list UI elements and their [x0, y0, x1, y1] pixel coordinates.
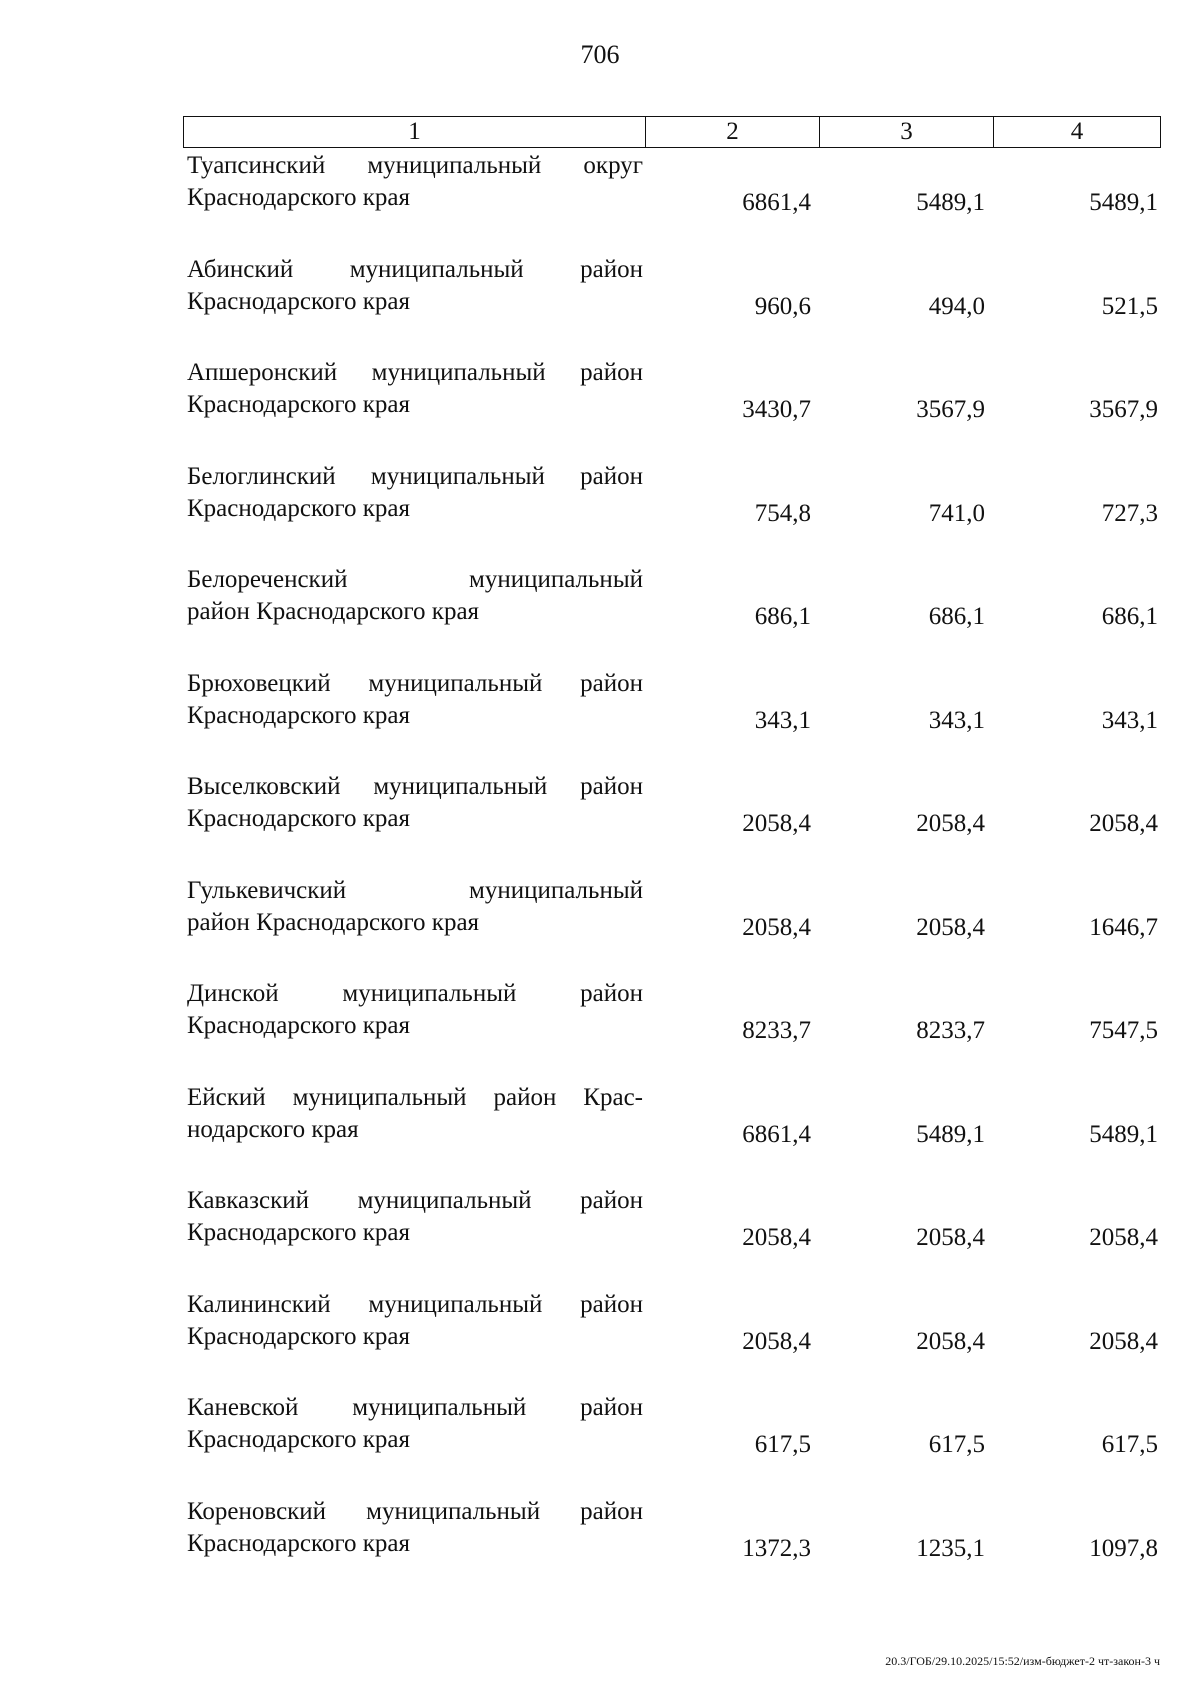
municipality-name-line2: Краснодарского края [187, 1529, 410, 1557]
value-col-2: 754,8 [754, 499, 811, 527]
value-col-2: 617,5 [754, 1431, 811, 1458]
table-row [183, 254, 1161, 358]
value-col-4: 1646,7 [1089, 913, 1158, 941]
municipality-name [187, 357, 643, 421]
municipality-name-line2: район Краснодарского края [187, 598, 480, 625]
value-col-4: 5489,1 [1089, 189, 1158, 216]
table-row [183, 1496, 1161, 1600]
municipality-name-line2: район Краснодарского края [187, 908, 480, 936]
table-row [183, 978, 1161, 1082]
municipality-name-line1: Калининский муниципальный район [187, 1290, 643, 1318]
municipality-name [187, 1496, 643, 1560]
municipality-name-line1: Гулькевичский муниципальный [187, 876, 643, 904]
value-col-2: 6861,4 [742, 1120, 811, 1148]
value-col-3: 5489,1 [916, 189, 985, 216]
municipality-name [187, 150, 643, 214]
municipality-name-line2: Краснодарского края [187, 1219, 410, 1246]
value-col-2: 686,1 [754, 603, 811, 630]
value-col-2: 8233,7 [742, 1017, 811, 1044]
table-row [183, 1392, 1161, 1496]
value-col-2: 2058,4 [742, 1327, 811, 1355]
municipality-name-line1: Белоглинский муниципальный район [187, 462, 643, 490]
value-col-3: 2058,4 [916, 1224, 985, 1251]
table-body [183, 150, 1161, 1599]
value-col-3: 8233,7 [916, 1017, 985, 1044]
municipality-name-line1: Белореченский муниципальный [187, 566, 643, 593]
value-col-3: 5489,1 [916, 1120, 985, 1148]
municipality-name-line1: Апшеронский муниципальный район [187, 359, 643, 386]
municipality-name-line2: Краснодарского края [187, 701, 410, 729]
municipality-name [187, 461, 643, 525]
value-col-3: 2058,4 [916, 913, 985, 941]
municipality-name-line2: Краснодарского края [187, 1322, 410, 1350]
value-col-4: 343,1 [1101, 706, 1158, 734]
municipality-name-line1: Брюховецкий муниципальный район [187, 669, 643, 697]
value-col-3: 2058,4 [916, 810, 985, 837]
value-col-3: 1235,1 [916, 1534, 985, 1562]
document-footer-code: 20.3/ГОБ/29.10.2025/15:52/изм-бюджет-2 чт-закон-3 ч [885, 1654, 1160, 1668]
value-col-2: 1372,3 [742, 1534, 811, 1562]
municipality-name [187, 1392, 643, 1456]
municipality-name-line1: Кореновский муниципальный район [187, 1497, 643, 1525]
value-col-2: 6861,4 [742, 189, 811, 216]
municipality-name-line2: Краснодарского края [187, 494, 410, 522]
municipality-name-line2: Краснодарского края [187, 1012, 410, 1039]
value-col-3: 494,0 [928, 292, 985, 320]
value-col-3: 741,0 [928, 499, 985, 527]
header-cell-3: 3 [819, 117, 993, 147]
value-col-4: 2058,4 [1089, 810, 1158, 837]
municipality-name [187, 1289, 643, 1353]
value-col-4: 3567,9 [1089, 396, 1158, 423]
table-row [183, 771, 1161, 875]
value-col-2: 3430,7 [742, 396, 811, 423]
value-col-2: 2058,4 [742, 913, 811, 941]
municipality-name [187, 875, 643, 939]
municipality-name [187, 1082, 643, 1146]
municipality-name-line1: Динской муниципальный район [187, 980, 643, 1007]
value-col-3: 343,1 [928, 706, 985, 734]
value-col-2: 343,1 [754, 706, 811, 734]
municipality-name-line1: Ейский муниципальный район Крас- [187, 1083, 643, 1111]
municipality-name [187, 254, 643, 318]
page-number: 706 [580, 40, 620, 69]
value-col-3: 3567,9 [916, 396, 985, 423]
municipality-name-line1: Абинский муниципальный район [187, 255, 643, 283]
value-col-4: 617,5 [1101, 1431, 1158, 1458]
value-col-4: 2058,4 [1089, 1224, 1158, 1251]
table-row [183, 1289, 1161, 1393]
municipality-name [187, 1185, 643, 1249]
header-cell-2: 2 [645, 117, 819, 147]
header-cell-1: 1 [408, 118, 421, 145]
municipality-name-line1: Каневской муниципальный район [187, 1394, 643, 1421]
value-col-4: 5489,1 [1089, 1120, 1158, 1148]
value-col-4: 727,3 [1101, 499, 1158, 527]
table-row [183, 357, 1161, 461]
value-col-2: 2058,4 [742, 810, 811, 837]
table-row [183, 564, 1161, 668]
municipality-name-line2: Краснодарского края [187, 184, 410, 211]
value-col-3: 2058,4 [916, 1327, 985, 1355]
table-row [183, 1082, 1161, 1186]
municipality-name-line2: Краснодарского края [187, 287, 410, 315]
value-col-3: 686,1 [928, 603, 985, 630]
value-col-3: 617,5 [928, 1431, 985, 1458]
value-col-2: 960,6 [754, 292, 811, 320]
value-col-4: 521,5 [1101, 292, 1158, 320]
municipality-name [187, 771, 643, 835]
municipality-name [187, 564, 643, 628]
header-cell-4: 4 [993, 117, 1160, 147]
value-col-4: 2058,4 [1089, 1327, 1158, 1355]
table-row [183, 875, 1161, 979]
table-row [183, 668, 1161, 772]
municipality-name-line2: Краснодарского края [187, 1426, 410, 1453]
table-row [183, 150, 1161, 254]
municipality-name-line1: Выселковский муниципальный район [187, 773, 643, 800]
value-col-2: 2058,4 [742, 1224, 811, 1251]
table-row [183, 461, 1161, 565]
municipality-name [187, 978, 643, 1042]
column-number-header [183, 116, 1161, 148]
municipality-name-line2: Краснодарского края [187, 805, 410, 832]
municipality-name-line2: нодарского края [187, 1115, 359, 1143]
municipality-name [187, 668, 643, 732]
table-row [183, 1185, 1161, 1289]
value-col-4: 1097,8 [1089, 1534, 1158, 1562]
municipality-name-line1: Туапсинский муниципальный округ [187, 152, 643, 179]
value-col-4: 686,1 [1101, 603, 1158, 630]
municipality-name-line1: Кавказский муниципальный район [187, 1187, 643, 1214]
municipality-name-line2: Краснодарского края [187, 391, 410, 418]
value-col-4: 7547,5 [1089, 1017, 1158, 1044]
